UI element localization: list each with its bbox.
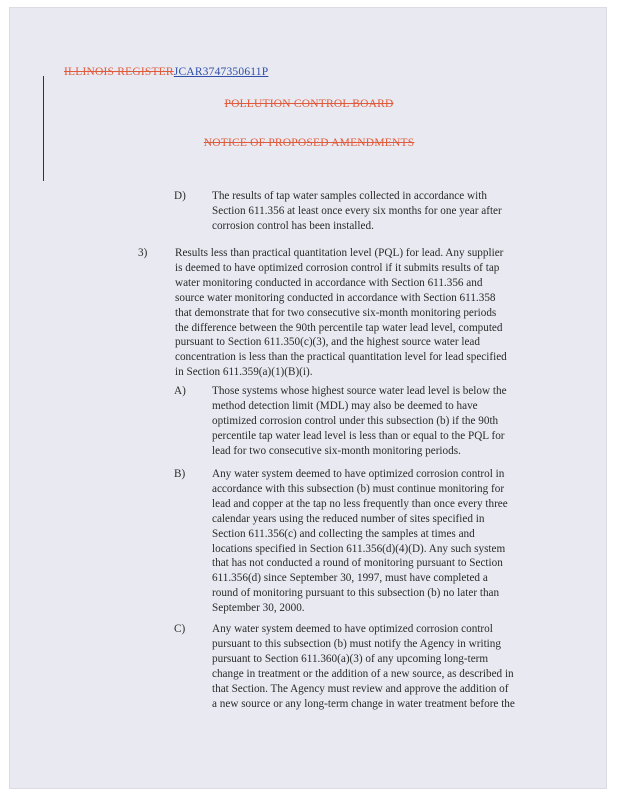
item-label: C) bbox=[174, 623, 186, 635]
text-line: that Section. The Agency must review and approve the addition of bbox=[212, 682, 509, 695]
text-line: that has not conducted a round of monitoring pursuant to Section bbox=[212, 557, 503, 570]
text-line: September 30, 2000. bbox=[212, 602, 305, 615]
text-line: Results less than practical quantitation level (PQL) for lead. Any supplier bbox=[175, 247, 504, 259]
text-line: Any water system deemed to have optimized corrosion control in bbox=[212, 468, 505, 480]
text-line: is deemed to have optimized corrosion control if it submits results of tap bbox=[175, 261, 500, 274]
text-line: The results of tap water samples collected in accordance with bbox=[212, 190, 487, 202]
text-line: Any water system deemed to have optimized corrosion control bbox=[212, 623, 493, 635]
text-line: accordance with this subsection (b) must continue monitoring for bbox=[212, 482, 505, 495]
text-line: source water monitoring conducted in accordance with Section 611.358 bbox=[175, 291, 496, 304]
item-text bbox=[212, 384, 572, 459]
notice-title bbox=[0, 137, 618, 149]
text-line: locations specified in Section 611.356(d)(4)(D). Any such system bbox=[212, 542, 506, 555]
register-inserted-text: JCAR3747350611P bbox=[173, 66, 269, 78]
text-line: pursuant to Section 611.350(c)(3), and the highest source water lead bbox=[175, 336, 480, 349]
item-label: B) bbox=[174, 468, 186, 480]
item-label: D) bbox=[174, 190, 186, 202]
text-line: Those systems whose highest source water lead level is below the bbox=[212, 385, 507, 397]
item-text bbox=[175, 246, 575, 380]
text-line: water monitoring conducted in accordance with Section 611.356 and bbox=[175, 276, 483, 289]
text-line: Section 611.356(c) and collecting the samples at times and bbox=[212, 527, 475, 540]
text-line: Section 611.356 at least once every six months for one year after bbox=[212, 204, 502, 217]
item-text bbox=[212, 189, 572, 234]
text-line: that demonstrate that for two consecutive six-month monitoring periods bbox=[175, 306, 497, 319]
item-label: 3) bbox=[138, 247, 148, 259]
text-line: pursuant to this subsection (b) must notify the Agency in writing bbox=[212, 637, 501, 650]
text-line: a new source or any long-term change in water treatment before the bbox=[212, 697, 515, 710]
text-line: 611.356(d) since September 30, 1997, must have completed a bbox=[212, 572, 488, 585]
text-line: change in treatment or the addition of a new source, as described in bbox=[212, 667, 514, 680]
text-line: pursuant to Section 611.360(a)(3) of any upcoming long-term bbox=[212, 652, 489, 665]
text-line: optimized corrosion control under this subsection (b) if the 90th bbox=[212, 414, 499, 427]
notice-struck-text: NOTICE OF PROPOSED AMENDMENTS bbox=[203, 137, 415, 149]
text-line: corrosion control has been installed. bbox=[212, 219, 374, 232]
text-line: lead for two consecutive six-month monitoring periods. bbox=[212, 444, 461, 457]
text-line: the difference between the 90th percentile tap water lead level, computed bbox=[175, 321, 503, 334]
text-line: calendar years using the reduced number of sites specified in bbox=[212, 512, 485, 525]
register-header bbox=[64, 66, 268, 78]
board-struck-text: POLLUTION CONTROL BOARD bbox=[224, 98, 394, 110]
board-title bbox=[0, 98, 618, 110]
text-line: concentration is less than the practical quantitation level for lead specified bbox=[175, 351, 507, 364]
text-line: percentile tap water lead level is less than or equal to the PQL for bbox=[212, 429, 505, 442]
item-label: A) bbox=[174, 385, 186, 397]
change-margin-bar bbox=[43, 76, 44, 181]
text-line: method detection limit (MDL) may also be deemed to have bbox=[212, 399, 478, 412]
text-line: round of monitoring pursuant to this subsection (b) no later than bbox=[212, 587, 500, 600]
item-text bbox=[212, 622, 572, 711]
register-struck-text: ILLINOIS REGISTER bbox=[64, 66, 174, 78]
text-line: in Section 611.359(a)(1)(B)(i). bbox=[175, 366, 313, 379]
text-line: lead and copper at the tap no less frequently than once every three bbox=[212, 497, 508, 510]
item-text bbox=[212, 467, 572, 616]
